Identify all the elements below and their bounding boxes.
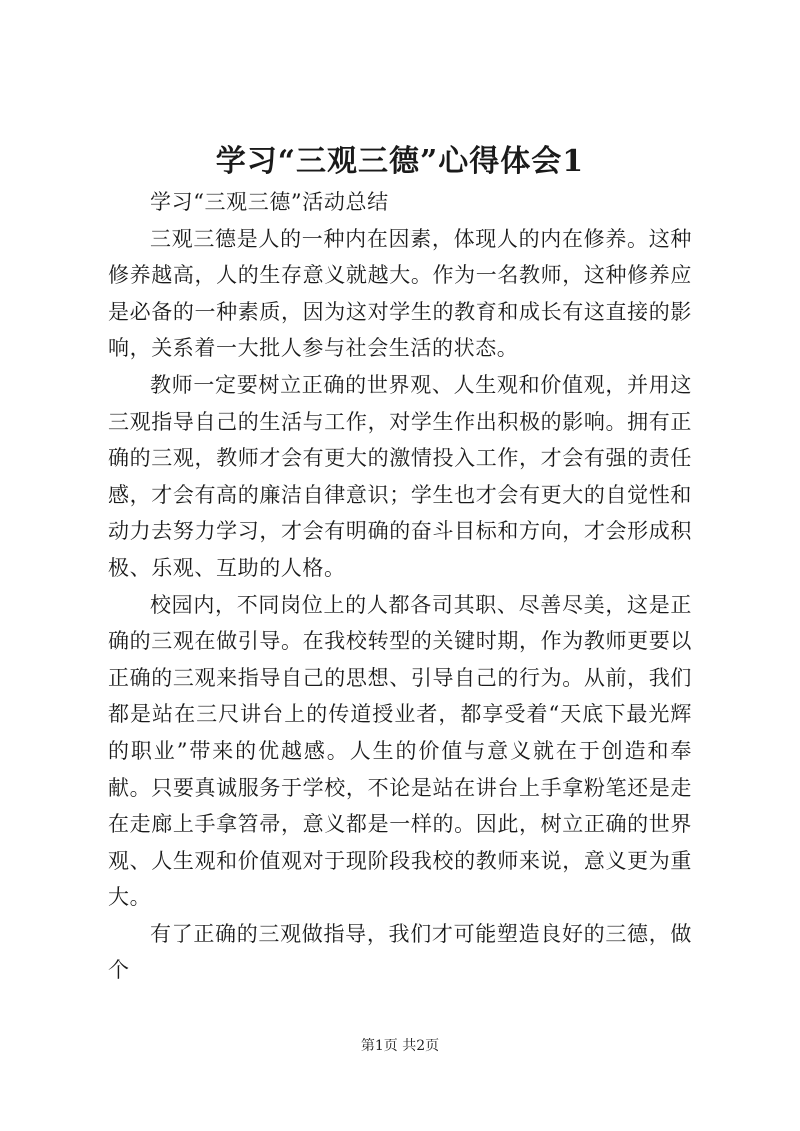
paragraph: 有了正确的三观做指导，我们才可能塑造良好的三德，做个 bbox=[108, 921, 692, 983]
paragraph: 教师一定要树立正确的世界观、人生观和价值观，并用这三观指导自己的生活与工作，对学生作出积极的影响。拥有正确的三观，教师才会有更大的激情投入工作，才会有强的责任感，才会有高的廉洁自律意识；学生也才会有更大的自觉性和动力去努力学习，才会有明确的奋斗目标和方向，才会形成积极、乐观、互助的人格。 bbox=[108, 372, 692, 580]
document-body bbox=[108, 184, 692, 989]
document-title: 学习“三观三德”心得体会1 bbox=[215, 144, 585, 179]
document-subtitle: 学习“三观三德”活动总结 bbox=[150, 190, 389, 214]
paragraph: 校园内，不同岗位上的人都各司其职、尽善尽美，这是正确的三观在做引导。在我校转型的关键时期，作为教师更要以正确的三观来指导自己的思想、引导自己的行为。从前，我们都是站在三尺讲台上的传道授业者，都享受着“天底下最光辉的职业”带来的优越感。人生的价值与意义就在于创造和奉献。只要真诚服务于学校，不论是站在讲台上手拿粉笔还是走在走廊上手拿笤帚，意义都是一样的。因此，树立正确的世界观、人生观和价值观对于现阶段我校的教师来说，意义更为重大。 bbox=[108, 592, 692, 910]
page-footer: 第1页 共2页 bbox=[360, 1038, 440, 1054]
paragraph: 三观三德是人的一种内在因素，体现人的内在修养。这种修养越高，人的生存意义就越大。作为一名教师，这种修养应是必备的一种素质，因为这对学生的教育和成长有这直接的影响，关系着一大批人参与社会生活的状态。 bbox=[108, 226, 692, 361]
